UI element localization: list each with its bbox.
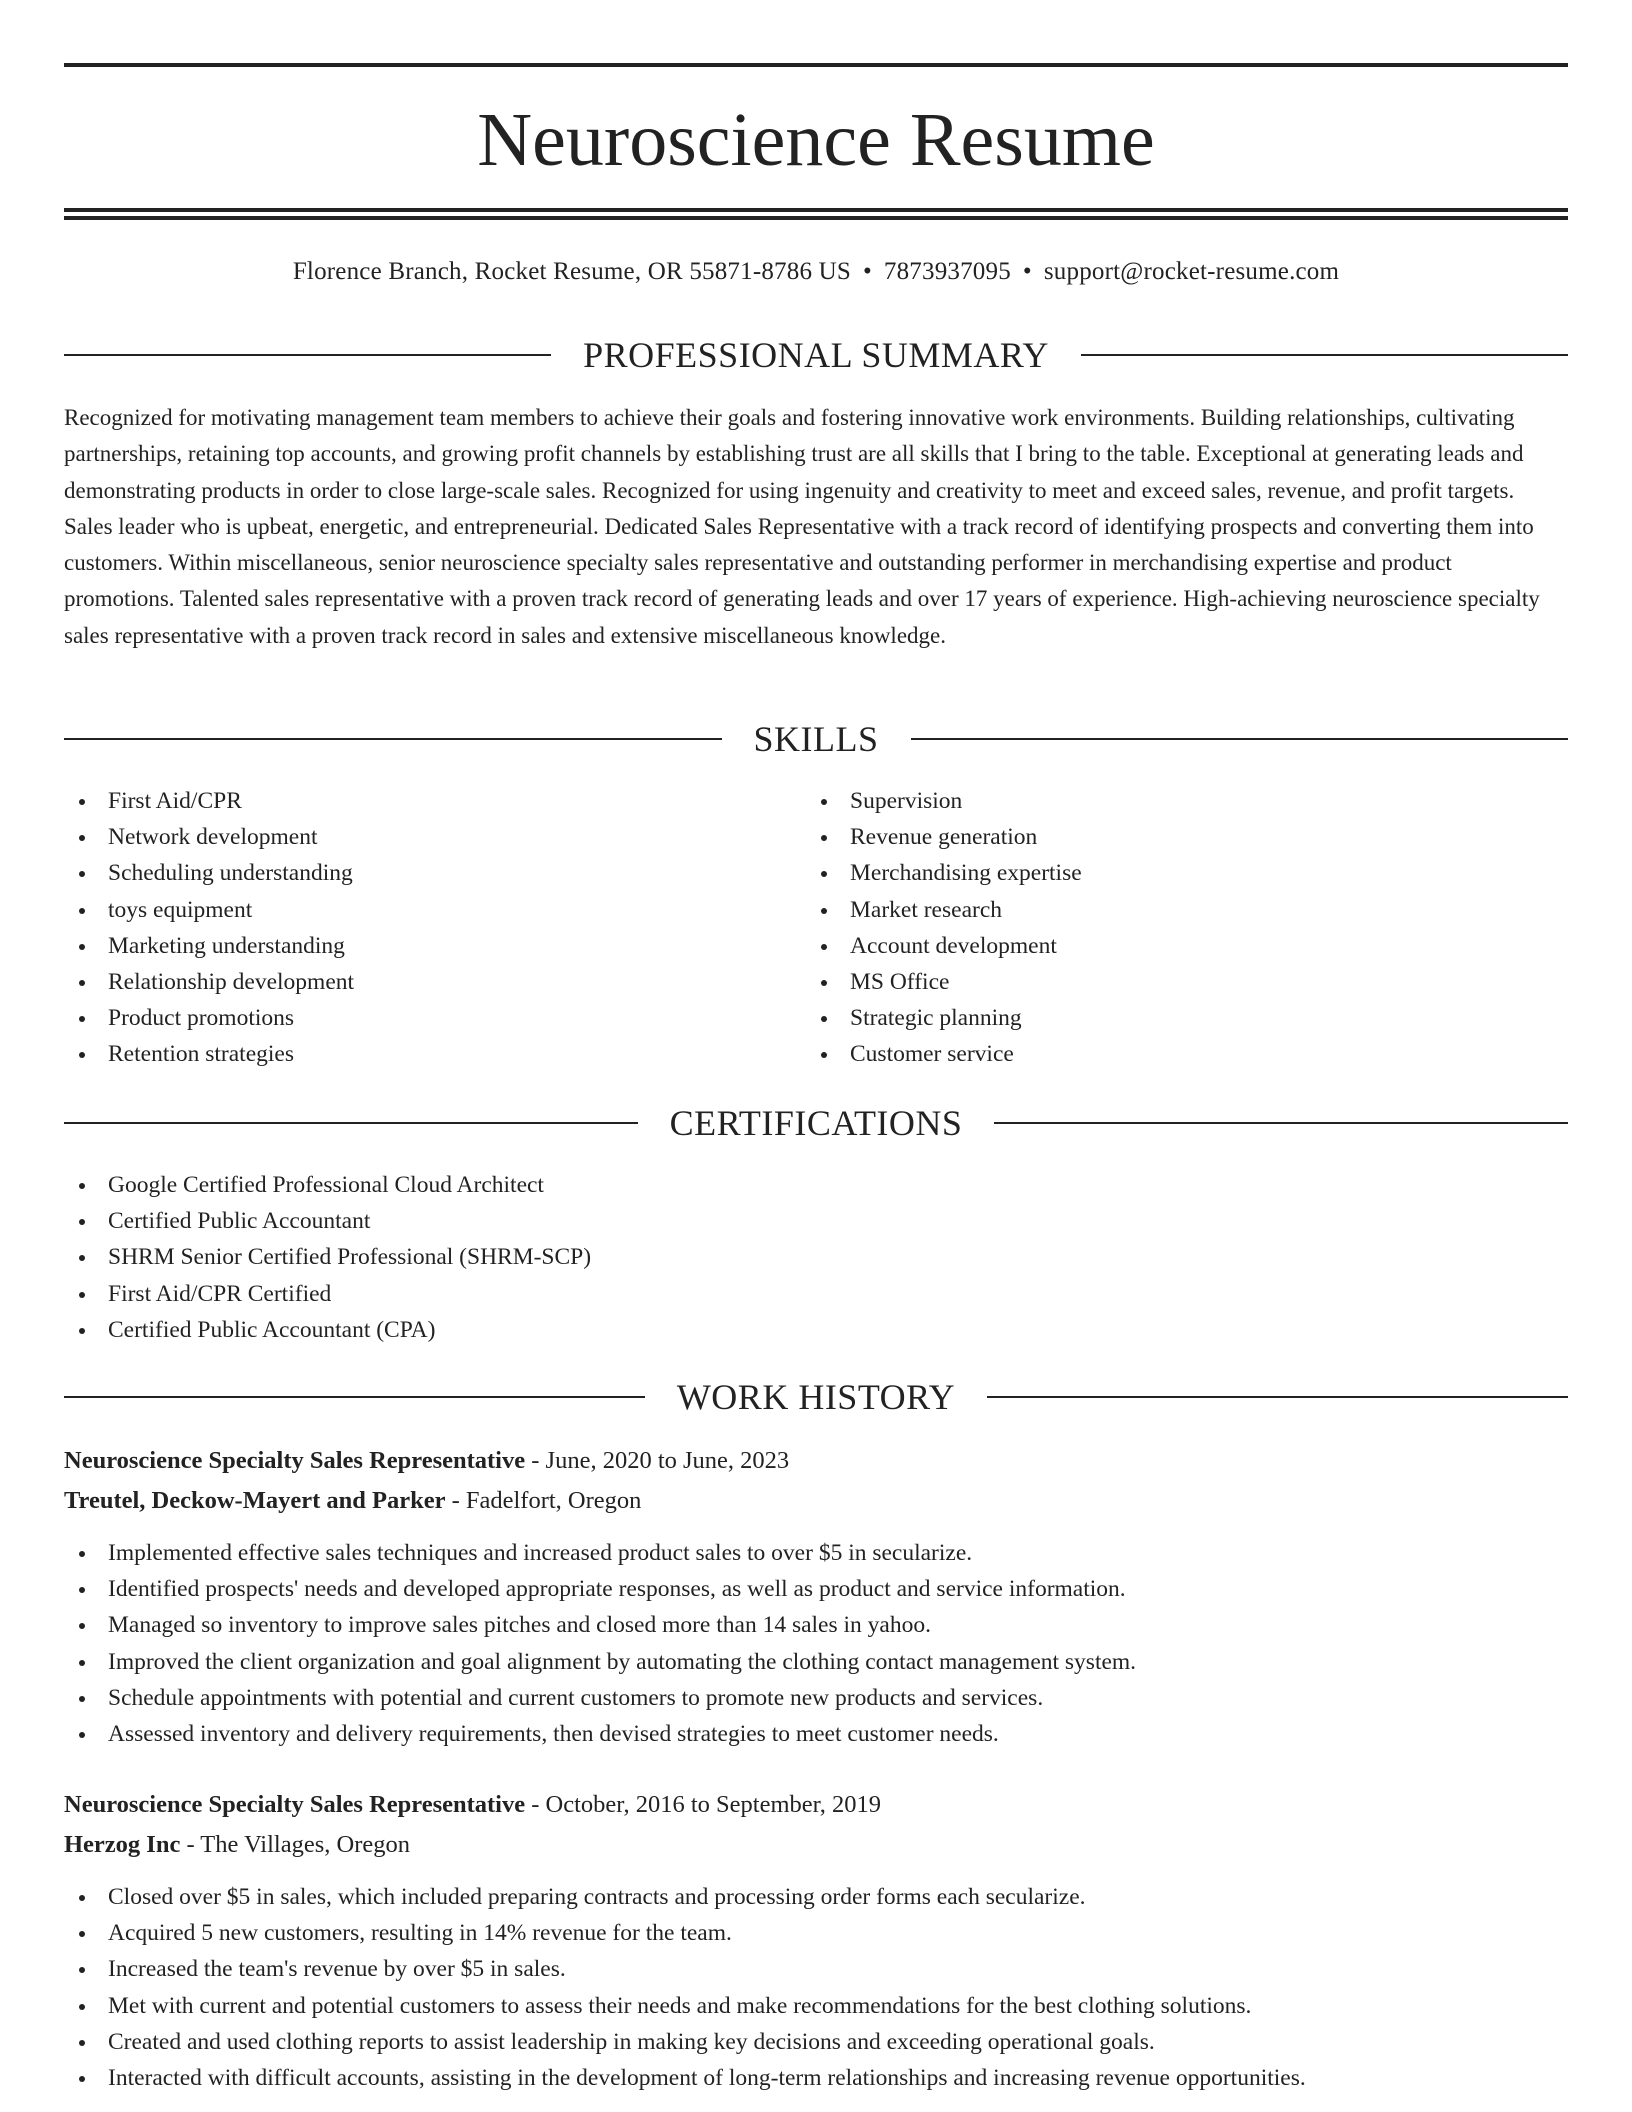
list-item: Retention strategies bbox=[64, 1036, 804, 1072]
list-item: Market research bbox=[806, 892, 1546, 928]
skills-list-left bbox=[64, 783, 804, 1073]
header-top-rule bbox=[64, 63, 1568, 67]
section-title: PROFESSIONAL SUMMARY bbox=[583, 335, 1049, 375]
job-company-line bbox=[64, 1827, 1568, 1863]
list-item: Certified Public Accountant (CPA) bbox=[64, 1312, 1568, 1348]
list-item: Met with current and potential customers to assess their needs and make recommendations for the best clothing solutions. bbox=[64, 1988, 1568, 2024]
divider-line bbox=[1081, 354, 1568, 356]
list-item: First Aid/CPR bbox=[64, 783, 804, 819]
contact-email: support@rocket-resume.com bbox=[1043, 258, 1340, 285]
divider-line bbox=[994, 1122, 1568, 1124]
job-title-line bbox=[64, 1443, 1568, 1479]
job-title-line bbox=[64, 1787, 1568, 1823]
contact-line bbox=[64, 254, 1568, 290]
header-double-rule-upper bbox=[64, 208, 1568, 212]
list-item: Implemented effective sales techniques and increased product sales to over $5 in secularize. bbox=[64, 1535, 1568, 1571]
list-item: Product promotions bbox=[64, 1000, 804, 1036]
skills-list-right bbox=[806, 783, 1546, 1073]
list-item: Relationship development bbox=[64, 964, 804, 1000]
list-item: Customer service bbox=[806, 1036, 1546, 1072]
resume-title: Neuroscience Resume bbox=[477, 98, 1155, 182]
contact-separator: • bbox=[862, 258, 872, 285]
list-item: Closed over $5 in sales, which included preparing contracts and processing order forms each secularize. bbox=[64, 1879, 1568, 1915]
job-bullets bbox=[64, 1879, 1568, 2096]
contact-phone: 7873937095 bbox=[883, 258, 1011, 285]
divider-line bbox=[987, 1396, 1568, 1398]
list-item: Interacted with difficult accounts, assisting in the development of long-term relationships and increasing revenue opportunities. bbox=[64, 2060, 1568, 2096]
list-item: Google Certified Professional Cloud Architect bbox=[64, 1167, 1568, 1203]
list-item: Improved the client organization and goal alignment by automating the clothing contact management system. bbox=[64, 1644, 1568, 1680]
job-title: Neuroscience Specialty Sales Representative bbox=[64, 1791, 526, 1818]
list-item: Merchandising expertise bbox=[806, 855, 1546, 891]
list-item: Increased the team's revenue by over $5 in sales. bbox=[64, 1951, 1568, 1987]
list-item: Marketing understanding bbox=[64, 928, 804, 964]
list-item: Supervision bbox=[806, 783, 1546, 819]
list-item: SHRM Senior Certified Professional (SHRM-SCP) bbox=[64, 1239, 1568, 1275]
job-company-line bbox=[64, 1483, 1568, 1519]
job-company: Treutel, Deckow-Mayert and Parker bbox=[64, 1487, 446, 1514]
job-dates: - October, 2016 to September, 2019 bbox=[525, 1791, 882, 1818]
contact-separator: • bbox=[1022, 258, 1032, 285]
job-dates: - June, 2020 to June, 2023 bbox=[525, 1447, 790, 1474]
divider-line bbox=[64, 1122, 638, 1124]
list-item: Account development bbox=[806, 928, 1546, 964]
list-item: Strategic planning bbox=[806, 1000, 1546, 1036]
section-title: WORK HISTORY bbox=[676, 1377, 956, 1417]
list-item: Acquired 5 new customers, resulting in 14% revenue for the team. bbox=[64, 1915, 1568, 1951]
header-double-rule-lower bbox=[64, 216, 1568, 220]
job-bullets bbox=[64, 1535, 1568, 1752]
contact-address: Florence Branch, Rocket Resume, OR 55871-8786 US bbox=[292, 258, 851, 285]
list-item: Identified prospects' needs and developed appropriate responses, as well as product and service information. bbox=[64, 1571, 1568, 1607]
divider-line bbox=[64, 1396, 645, 1398]
list-item: Certified Public Accountant bbox=[64, 1203, 1568, 1239]
job-title: Neuroscience Specialty Sales Representative bbox=[64, 1447, 526, 1474]
divider-line bbox=[64, 354, 551, 356]
list-item: Network development bbox=[64, 819, 804, 855]
summary-section-heading bbox=[64, 333, 1568, 377]
job-location: - Fadelfort, Oregon bbox=[445, 1487, 642, 1514]
divider-line bbox=[911, 738, 1569, 740]
job-company: Herzog Inc bbox=[64, 1831, 181, 1858]
work-history-section-heading bbox=[64, 1375, 1568, 1419]
list-item: MS Office bbox=[806, 964, 1546, 1000]
section-title: SKILLS bbox=[753, 719, 879, 759]
list-item: toys equipment bbox=[64, 892, 804, 928]
section-title: CERTIFICATIONS bbox=[669, 1103, 963, 1143]
list-item: Schedule appointments with potential and current customers to promote new products and services. bbox=[64, 1680, 1568, 1716]
list-item: First Aid/CPR Certified bbox=[64, 1276, 1568, 1312]
certifications-section-heading bbox=[64, 1101, 1568, 1145]
list-item: Managed so inventory to improve sales pitches and closed more than 14 sales in yahoo. bbox=[64, 1607, 1568, 1643]
divider-line bbox=[64, 738, 722, 740]
certifications-list bbox=[64, 1167, 1568, 1348]
list-item: Created and used clothing reports to assist leadership in making key decisions and exceeding operational goals. bbox=[64, 2024, 1568, 2060]
list-item: Assessed inventory and delivery requirements, then devised strategies to meet customer needs. bbox=[64, 1716, 1568, 1752]
list-item: Revenue generation bbox=[806, 819, 1546, 855]
summary-text: Recognized for motivating management team members to achieve their goals and fostering innovative work environments. Building relationships, cultivating partnerships, retaining top accounts, and growing profit channels by establishing trust are all skills that I bring to the table. Exceptional at generating leads and demonstrating products in order to close large-scale sales. Recognized for using ingenuity and creativity to meet and exceed sales, revenue, and profit targets. Sales leader who is upbeat, energetic, and entrepreneurial. Dedicated Sales Representative with a track record of identifying prospects and converting them into customers. Within miscellaneous, senior neuroscience specialty sales representative and outstanding performer in merchandising expertise and product promotions. Talented sales representative with a proven track record of generating leads and over 17 years of experience. High-achieving neuroscience specialty sales representative with a proven track record in sales and extensive miscellaneous knowledge. bbox=[64, 405, 1540, 648]
list-item: Scheduling understanding bbox=[64, 855, 804, 891]
skills-section-heading bbox=[64, 717, 1568, 761]
job-location: - The Villages, Oregon bbox=[180, 1831, 410, 1858]
